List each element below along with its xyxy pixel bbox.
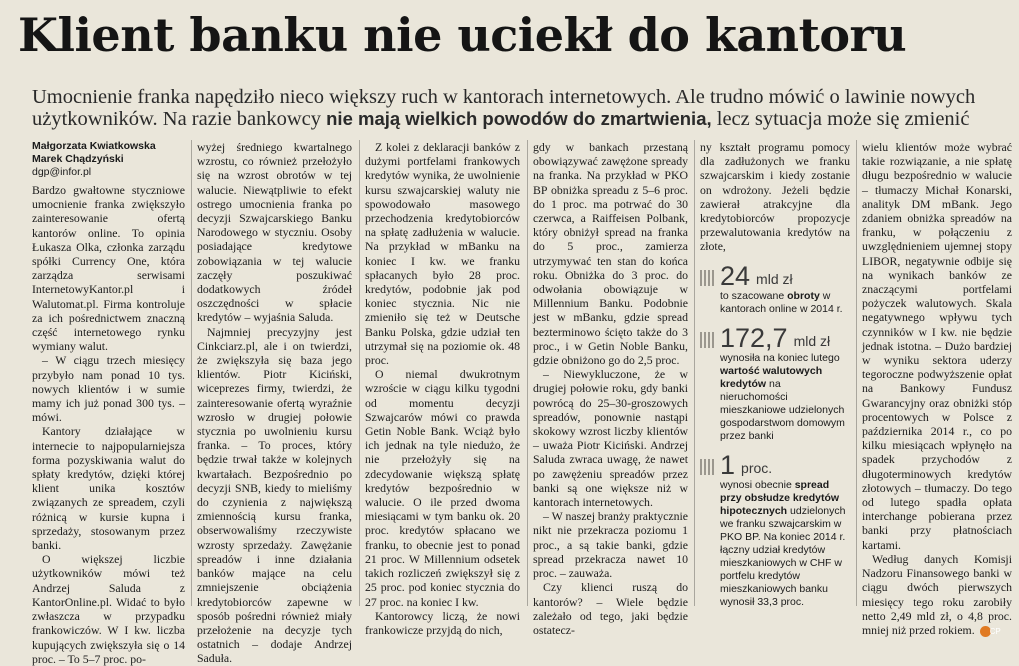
paragraph (862, 552, 1012, 637)
publisher-logo-icon: CP (980, 626, 991, 637)
fact-number: 24 (720, 260, 751, 291)
fact-description (700, 352, 850, 443)
fact-post: udzielonych we franku szwajcarskim w PKO BP. Na koniec 2014 r. łączny udział kredytów mieszkaniowych w CHF w portfelu kredytów mieszkaniowych banku wynosił 33,3 proc. (720, 504, 846, 608)
paragraph: Bardzo gwałtowne styczniowe umocnienie franka zwiększyło zainteresowanie ofertą kantorów online. To opinia Łukasza Olka, członka zarządu spółki Currency One, która zarządza serwisami InternetowyKantor.pl i Walutomat.pl. Firma kontroluje za ich pośrednictwem znaczną część internetowego rynku wymiany walut. (32, 183, 185, 354)
fact-pre: wynosi obecnie (720, 478, 792, 491)
fact-bold: wartość walutowych kredytów (720, 364, 823, 390)
fact-description (700, 479, 850, 609)
paragraph: wielu klientów może wybrać takie rozwiązanie, a nie spłatę długu bezpośrednio w walucie – tłumaczy Michał Konarski, analityk DM mBank. Jego zdaniem obniżka spreadów na franku, w połączeniu z uwzględnieniem ujemnej stopy LIBOR, negatywnie odbije się na wynikach banków ze znaczącymi portfelami pożyczek walutowych. Skala negatywnego wpływu tych czynników w I kw. nie będzie jednak istotna. – Dużo bardziej w wyniku sektora uderzy tegoroczne podwyższenie opłat na Bankowy Fundusz Gwarancyjny oraz obniżki stóp procentowych w Polsce z października 2014 r., co po kilku miesiącach wpłynęło na spadek przychodów z długoterminowych kredytów złotowych – tłumaczy. Do tego od lutego spadła opłata interchange pobierana przez banki przy płatnościach kartami. (862, 140, 1012, 552)
fact-box-spread (700, 451, 850, 609)
fact-pre: wynosiła na koniec lutego (720, 351, 840, 364)
column-3 (365, 140, 520, 637)
paragraph-text: Według danych Komisji Nadzoru Finansowego banki w ciągu dwóch pierwszych miesięcy tego roku zarobiły netto 2,49 mld zł, o 4,8 proc. mniej niż przed rokiem. (862, 551, 1012, 637)
fact-post: w kantorach online w 2014 r. (720, 289, 843, 315)
fact-unit: mld zł (793, 333, 831, 350)
fact-number: 172,7 (720, 322, 788, 353)
fact-post: na nieruchomości mieszkaniowe udzielonych gospodarstwom domowym przez banki (720, 377, 845, 442)
lead-part-1: Umocnienie franka napędziło nieco większy ruch w kantorach internetowych. Ale trudno mówić o lawinie nowych użytkowników. Na razie bankowcy (32, 86, 976, 130)
fact-box-turnover (700, 262, 850, 316)
paragraph: gdy w bankach przestaną obowiązywać zawężone spready na franka. Na przykład w PKO BP obniżka spreadu z 5–6 proc. do 1 proc. ma potrwać do 30 czerwca, a Raiffeisen Polbank, który obniżył spread na franka do 5 proc., zamierza utrzymywać ten stan do końca roku. Obniżka do 3 proc. do odwołania obowiązuje w Millennium Banku. Podobnie jest w mBanku, gdzie spread bezterminowo ścięto także do 3 proc., i w Getin Noble Banku, gdzie obniżono go do 2,5 proc. (533, 140, 688, 368)
paragraph: Kantorowcy liczą, że nowi frankowicze przyjdą do nich, (365, 608, 520, 637)
fact-unit: proc. (741, 460, 773, 477)
paragraph: ny kształt programu pomocy dla zadłużonych we franku szwajcarskim i kiedy zostanie on wdrożony. Jeżeli będzie zawierał atrakcyjne dla kredytobiorców propozycje przewalutowania kredytów na złote, (700, 140, 850, 254)
paragraph: – Niewykluczone, że w drugiej połowie roku, gdy banki powrócą do 25–30-groszowych spreadów, ponownie nastąpi skokowy wzrost liczby klientów – uważa Piotr Kiciński. Andrzej Saluda zwraca uwagę, że nawet po zawężeniu spreadów przez banki są one większe niż w kantorach internetowych. (533, 367, 688, 510)
fact-bold: obroty (787, 289, 820, 302)
fact-box-loans (700, 324, 850, 443)
byline (32, 140, 185, 179)
fact-number: 1 (720, 449, 736, 480)
paragraph: – W ciągu trzech miesięcy przybyło nam ponad 10 tys. nowych klientów i w sumie mamy ich już ponad 300 tys. – mówi. (32, 353, 185, 425)
fact-unit: mld zł (756, 271, 793, 288)
paragraph: Kantory działające w internecie to najpopularniejsza forma pozyskiwania walut do spłaty kredytów, dzięki której klient unika kosztów związanych ze spreadem, czyli różnicą w kursie kupna i sprzedaży, stosowanym przez banki. (32, 424, 185, 553)
author-2: Marek Chądzyński (32, 153, 124, 165)
column-divider (856, 140, 857, 606)
fact-bold: spread przy obsłudze kredytów hipotecznych (720, 478, 840, 517)
paragraph: – W naszej branży praktycznie nikt nie przekracza poziomu 1 proc., a są takie banki, gdzie spread przekracza nawet 10 proc. – zauważa. (533, 509, 688, 581)
paragraph: O większej liczbie użytkowników mówi też Andrzej Saluda z KantorOnline.pl. Widać to było zwłaszcza w przypadku frankowiczów. W I kw. liczba kupujących zwiększyła się o 14 proc. – To 5–7 proc. po- (32, 552, 185, 666)
paragraph: Najmniej precyzyjny jest Cinkciarz.pl, ale i on twierdzi, że zwiększyła się baza jego klientów. Piotr Kiciński, wiceprezes firmy, twierdzi, że zainteresowanie ofertą wyraźnie wzrosło w drugiej połowie stycznia po uwolnieniu kursu franka. – To proces, który będzie trwał także w kolejnych kwartałach. Bezpośrednio po decyzji SNB, kiedy to mieliśmy do czynienia z największą zmiennością kursu franka, obserwowaliśmy rzeczywiste wzrosty sprzedaży. Zawężanie spreadów i inne działania banków mające na celu zmniejszenie obciążenia kredytobiorców zapewne w sposób pośredni również miały przełożenie na decyzje tych ostatnich – dodaje Andrzej Saduła. (197, 324, 352, 666)
author-email[interactable]: dgp@infor.pl (32, 166, 92, 178)
lead-paragraph (32, 86, 1010, 130)
column-divider (191, 140, 192, 606)
column-1 (32, 140, 185, 666)
paragraph: wyżej średniego kwartalnego wzrostu, co również przełożyło się na wzrost obrotów w tej walucie. Niewątpliwie to efekt ostrego umocnienia franka po decyzji Szwajcarskiego Banku Narodowego w styczniu. Osoby posiadające kredytowe zobowiązania w tej walucie zaczęły poszukiwać dodatkowych źródeł oszczędności w spłacie kredytów – wyjaśnia Saluda. (197, 140, 352, 325)
bar-chart-icon (700, 459, 714, 475)
fact-pre: to szacowane (720, 289, 785, 302)
column-4 (533, 140, 688, 637)
column-divider (359, 140, 360, 606)
headline: Klient banku nie uciekł do kantoru (18, 8, 907, 62)
paragraph: O niemal dwukrotnym wzroście w ciągu kilku tygodni od momentu decyzji Szwajcarów mówi co prawda Getin Noble Bank. Wciąż było ich jednak na tyle niedużo, że nie przełożyły się na zdecydowanie większą spłatę kredytów bezpośrednio w walucie. O ile przed dwoma miesiącami w tym banku ok. 20 proc. kredytów spłacano we franku, to obecnie jest to ponad 21 proc. W Millennium odsetek takich rozliczeń zwiększył się z 25 proc. pod koniec stycznia do 27 proc. na koniec I kw. (365, 367, 520, 609)
bar-chart-icon (700, 270, 714, 286)
author-1: Małgorzata Kwiatkowska (32, 140, 156, 152)
column-divider (694, 140, 695, 606)
column-divider (527, 140, 528, 606)
lead-part-2: lecz sytuacja może się zmienić (716, 108, 970, 130)
lead-bold: nie mają wielkich powodów do zmartwienia, (326, 108, 712, 129)
bar-chart-icon (700, 332, 714, 348)
column-2 (197, 140, 352, 666)
column-5 (700, 140, 850, 608)
column-6 (862, 140, 1012, 637)
paragraph: Czy klienci ruszą do kantorów? – Wiele będzie zależało od tego, jaki będzie ostatecz- (533, 580, 688, 637)
paragraph: Z kolei z deklaracji banków z dużymi portfelami frankowych kredytów wynika, że uwolnienie kursu szwajcarskiej waluty nie spowodowało masowego przechodzenia kredytobiorców na spłatę zadłużenia w walucie. Na przykład w mBanku na koniec I kw. we franku spłacanych było 28 proc. kredytów, podobnie jak pod koniec stycznia. Nic nie zmieniło się też w Deutsche Banku Polska, gdzie udział ten utrzymał się na poziomie ok. 48 proc. (365, 140, 520, 368)
fact-description (700, 290, 850, 316)
